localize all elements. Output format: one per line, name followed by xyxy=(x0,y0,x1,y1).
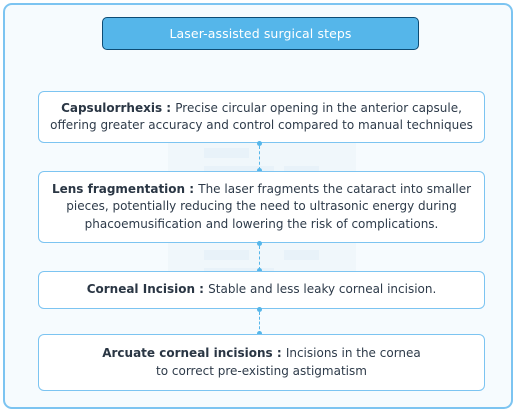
step-heading: Capsulorrhexis : xyxy=(61,100,176,115)
step-description: Stable and less leaky corneal incision. xyxy=(208,282,437,297)
step-description: Precise circular opening in the anterior capsule, offering greater accuracy and control compared to manual techniques xyxy=(50,100,473,132)
step-description: Incisions in the cornea to correct pre-existing astigmatism xyxy=(156,346,421,378)
diagram-title: Laser-assisted surgical steps xyxy=(102,17,419,50)
connector-line xyxy=(259,246,260,270)
step-lens-fragmentation xyxy=(38,171,485,243)
step-heading: Lens fragmentation : xyxy=(51,181,199,196)
step-arcuate-corneal-incisions xyxy=(38,334,485,391)
connector-line xyxy=(259,146,260,170)
step-heading: Corneal Incision : xyxy=(86,282,209,297)
step-corneal-incision xyxy=(38,271,485,309)
step-heading: Arcuate corneal incisions : xyxy=(102,346,286,360)
step-capsulorrhexis xyxy=(38,91,485,143)
step-description: The laser fragments the cataract into smaller pieces, potentially reducing the need to ultrasonic energy during phacoemusification and lowering the risk of complications. xyxy=(66,181,472,231)
